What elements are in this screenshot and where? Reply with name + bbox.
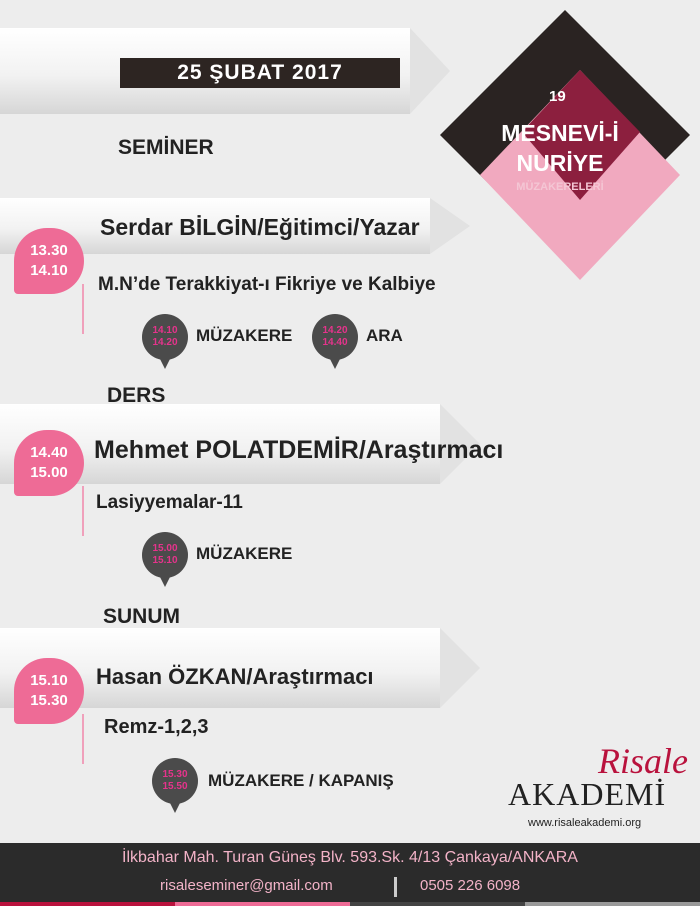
date-box: 25 ŞUBAT 2017 [120,58,400,88]
time-end: 14.10 [30,262,68,279]
badge-title-1: MESNEVİ-İ [501,120,619,146]
logo-risale: Risale [598,741,688,781]
footer-phone[interactable]: 0505 226 6098 [420,877,521,894]
footer [0,843,700,906]
logo-akademi: AKADEMİ [508,776,667,812]
speaker-1: Serdar BİLGİN/Eğitimci/Yazar [100,214,420,240]
badge-number: 19 [549,88,566,105]
break-pin: 14.20 14.40 [312,314,358,360]
section-label-2: DERS [107,384,166,407]
time-pill-1 [14,228,84,294]
topic-3: Remz-1,2,3 [104,716,209,738]
speaker-3: Hasan ÖZKAN/Araştırmacı [96,664,374,689]
footer-stripe [0,902,700,906]
topic-2: Lasiyyemalar-11 [96,492,243,513]
break-pin: 14.10 14.20 [142,314,188,360]
speaker-2: Mehmet POLATDEMİR/Araştırmacı [94,436,504,464]
footer-separator [394,877,397,897]
section-label-3: SUNUM [103,605,180,628]
time-pill-3: 15.10 15.30 [14,658,84,724]
topic-1: M.N’de Terakkiyat-ı Fikriye ve Kalbiye [98,274,436,295]
event-type: SEMİNER [118,136,214,159]
logo-url: www.risaleakademi.org [528,817,642,829]
time-start: 13.30 [30,242,68,259]
break-label: MÜZAKERE [196,544,293,563]
break-label: MÜZAKERE / KAPANIŞ [208,771,394,790]
badge-subtitle: MÜZAKERELERİ [516,181,604,193]
badge-title-2: NURİYE [516,150,604,176]
break-pin: 15.30 15.50 [152,758,198,804]
footer-address: İlkbahar Mah. Turan Güneş Blv. 593.Sk. 4/13 Çankaya/ANKARA [122,849,578,866]
break-pin: 15.00 15.10 [142,532,188,578]
footer-email[interactable]: risaleseminer@gmail.com [160,877,333,894]
break-label: MÜZAKERE [196,326,293,345]
break-label: ARA [366,326,403,345]
time-pill-2: 14.40 15.00 [14,430,84,496]
